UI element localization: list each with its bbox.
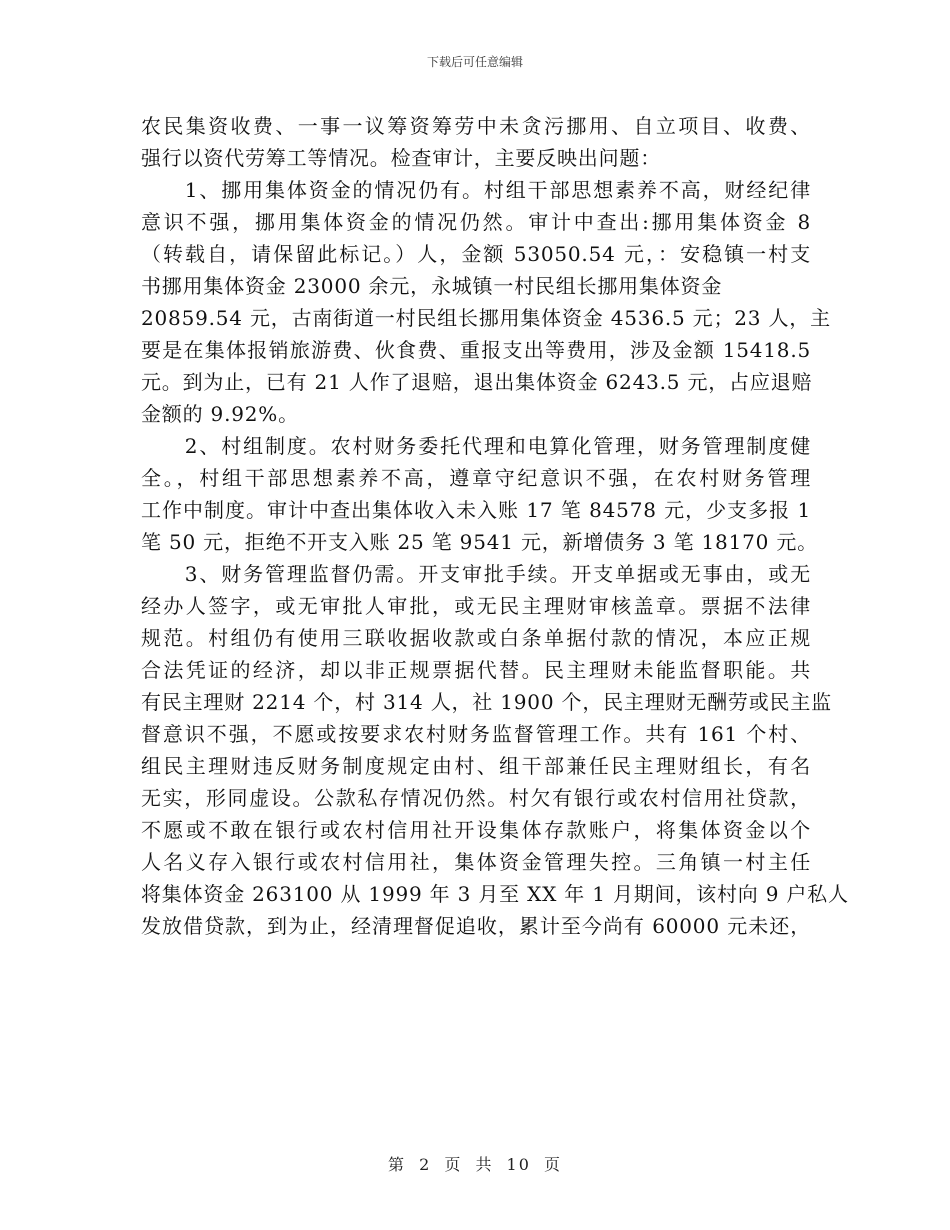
text-line: 元。到为止，已有 21 人作了退赔，退出集体资金 6243.5 元，占应退赔 xyxy=(141,370,813,394)
text-line: 经办人签字，或无审批人审批，或无民主理财审核盖章。票据不法律 xyxy=(141,594,811,618)
text-line: 金额的 9.92%。 xyxy=(141,402,299,426)
text-line: 督意识不强，不愿或按要求农村财务监督管理工作。共有 161 个村、 xyxy=(141,722,811,746)
document-body xyxy=(141,110,849,942)
text-line: 书挪用集体资金 23000 余元，永城镇一村民组长挪用集体资金 xyxy=(141,274,723,298)
text-line: 将集体资金 263100 从 1999 年 3 月至 XX 年 1 月期间，该村向 9 户私人 xyxy=(141,882,849,906)
text-line: 2、村组制度。农村财务委托代理和电算化管理，财务管理制度健 xyxy=(141,434,811,458)
text-line: 1、挪用集体资金的情况仍有。村组干部思想素养不高，财经纪律 xyxy=(141,178,811,202)
text-line: 人名义存入银行或农村信用社，集体资金管理失控。三角镇一村主任 xyxy=(141,850,811,874)
text-line: 有民主理财 2214 个，村 314 人，社 1900 个，民主理财无酬劳或民主监 xyxy=(141,690,832,714)
text-line: 工作中制度。审计中查出集体收入未入账 17 笔 84578 元，少支多报 1 xyxy=(141,498,811,522)
page-header: 下载后可任意编辑 xyxy=(426,55,523,69)
text-line: 合法凭证的经济，却以非正规票据代替。民主理财未能监督职能。共 xyxy=(141,658,811,682)
text-line: 笔 50 元，拒绝不开支入账 25 笔 9541 元，新增债务 3 笔 18170 元。 xyxy=(141,530,818,554)
text-line: 不愿或不敢在银行或农村信用社开设集体存款账户，将集体资金以个 xyxy=(141,818,811,842)
text-line: 规范。村组仍有使用三联收据收款或白条单据付款的情况，本应正规 xyxy=(141,626,811,650)
text-line: 强行以资代劳筹工等情况。检查审计，主要反映出问题： xyxy=(141,146,661,170)
text-line: 农民集资收费、一事一议筹资筹劳中未贪污挪用、自立项目、收费、 xyxy=(141,114,811,138)
text-line: 发放借贷款，到为止，经清理督促追收，累计至今尚有 60000 元未还， xyxy=(141,914,811,938)
text-line: 意识不强，挪用集体资金的情况仍然。审计中查出:挪用集体资金 8 xyxy=(141,210,811,234)
text-line: 全。，村组干部思想素养不高，遵章守纪意识不强，在农村财务管理 xyxy=(141,466,811,490)
page-footer: 第 2 页 共 10 页 xyxy=(388,1155,562,1174)
text-line: 要是在集体报销旅游费、伙食费、重报支出等费用，涉及金额 15418.5 xyxy=(141,338,811,362)
text-line: 无实，形同虚设。公款私存情况仍然。村欠有银行或农村信用社贷款， xyxy=(141,786,811,810)
text-line: 3、财务管理监督仍需。开支审批手续。开支单据或无事由，或无 xyxy=(141,562,811,586)
text-line: （转载自，请保留此标记。）人，金额 53050.54 元，：安稳镇一村支 xyxy=(141,242,811,266)
text-line: 组民主理财违反财务制度规定由村、组干部兼任民主理财组长，有名 xyxy=(141,754,811,778)
text-line: 20859.54 元，古南街道一村民组长挪用集体资金 4536.5 元；23 人，主 xyxy=(141,306,831,330)
